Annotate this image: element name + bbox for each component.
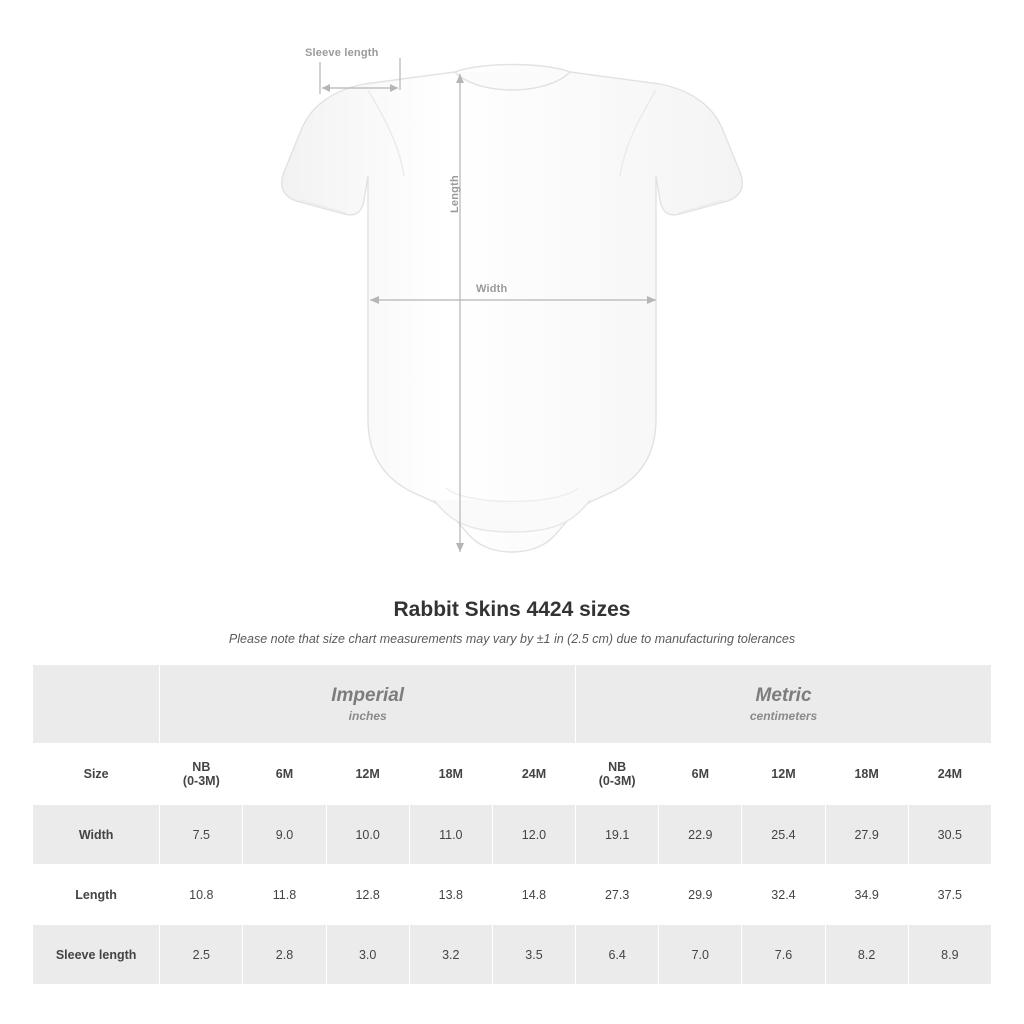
snap-panel (434, 500, 590, 532)
unit-spacer-cell (33, 665, 160, 744)
cell: 32.4 (742, 865, 825, 925)
cell: 11.8 (243, 865, 326, 925)
metric-label: Metric (755, 684, 812, 706)
table-row (33, 865, 992, 925)
cell: 3.2 (409, 925, 492, 985)
col-top: NB (608, 760, 627, 774)
imperial-group-header (160, 665, 576, 744)
width-label: Width (476, 283, 508, 295)
size-header-cell: Size (33, 744, 160, 805)
column-header-row (33, 744, 992, 805)
size-chart-table-wrapper (32, 664, 992, 985)
unit-header-row (33, 665, 992, 744)
cell: 9.0 (243, 805, 326, 865)
length-label: Length (449, 175, 461, 213)
cell: 3.5 (492, 925, 575, 985)
cell: 7.0 (659, 925, 742, 985)
cell: 37.5 (908, 865, 991, 925)
cell: 27.3 (576, 865, 659, 925)
cell: 7.5 (160, 805, 243, 865)
column-header-nb-metric (576, 744, 659, 805)
imperial-sub: inches (348, 709, 387, 724)
col-bottom: (0-3M) (182, 774, 220, 788)
cell: 12.8 (326, 865, 409, 925)
column-header-18m-metric: 18M (825, 744, 908, 805)
row-label-sleeve-length: Sleeve length (33, 925, 160, 985)
col-bottom: (0-3M) (598, 774, 636, 788)
bodysuit-body (282, 65, 743, 553)
cell: 12.0 (492, 805, 575, 865)
cell: 11.0 (409, 805, 492, 865)
cell: 13.8 (409, 865, 492, 925)
col-top: NB (192, 760, 211, 774)
cell: 8.2 (825, 925, 908, 985)
cell: 6.4 (576, 925, 659, 985)
size-chart-table (32, 664, 992, 985)
cell: 2.8 (243, 925, 326, 985)
sleeve-length-guide (320, 58, 400, 94)
column-header-18m-imperial: 18M (409, 744, 492, 805)
table-row (33, 925, 992, 985)
column-header-24m-imperial: 24M (492, 744, 575, 805)
cell: 19.1 (576, 805, 659, 865)
page-title: Rabbit Skins 4424 sizes (393, 598, 631, 621)
cell: 14.8 (492, 865, 575, 925)
table-row (33, 805, 992, 865)
cell: 29.9 (659, 865, 742, 925)
metric-sub: centimeters (749, 709, 818, 724)
cell: 7.6 (742, 925, 825, 985)
cell: 10.8 (160, 865, 243, 925)
column-header-12m-metric: 12M (742, 744, 825, 805)
metric-group-header (576, 665, 992, 744)
title-block (0, 598, 1024, 646)
cell: 10.0 (326, 805, 409, 865)
cell: 34.9 (825, 865, 908, 925)
column-header-6m-imperial: 6M (243, 744, 326, 805)
column-header-12m-imperial: 12M (326, 744, 409, 805)
sleeve-length-label: Sleeve length (305, 47, 379, 59)
imperial-label: Imperial (331, 684, 405, 706)
cell: 25.4 (742, 805, 825, 865)
cell: 22.9 (659, 805, 742, 865)
column-header-6m-metric: 6M (659, 744, 742, 805)
column-header-24m-metric: 24M (908, 744, 991, 805)
cell: 8.9 (908, 925, 991, 985)
row-label-width: Width (33, 805, 160, 865)
column-header-nb-imperial (160, 744, 243, 805)
cell: 2.5 (160, 925, 243, 985)
cell: 3.0 (326, 925, 409, 985)
tolerance-note: Please note that size chart measurements may vary by ±1 in (2.5 cm) due to manufacturing tolerances (228, 632, 796, 646)
row-label-length: Length (33, 865, 160, 925)
cell: 27.9 (825, 805, 908, 865)
cell: 30.5 (908, 805, 991, 865)
